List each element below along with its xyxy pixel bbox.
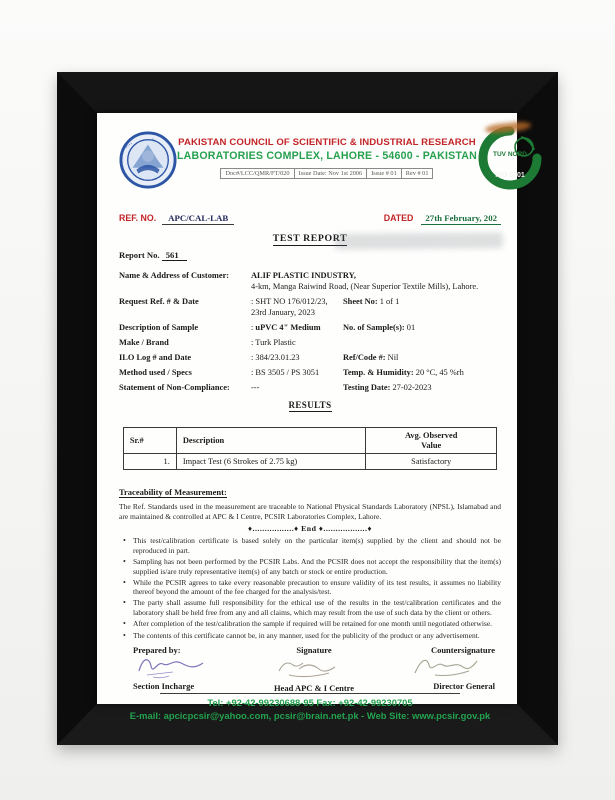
countersignature-column: Countersignature Director General bbox=[374, 645, 501, 693]
iso-9001-icon bbox=[477, 125, 543, 191]
results-heading: RESULTS bbox=[288, 400, 332, 410]
signature-scribble-head bbox=[259, 655, 369, 681]
note-item: • After completion of the test/calibration the sample if required will be retained for one month until negotiated otherwise. bbox=[119, 619, 501, 629]
field-customer: Name & Address of Customer: ALIF PLASTIC INDUSTRY, bbox=[119, 270, 356, 280]
ref-no bbox=[119, 213, 234, 223]
svg-text:• • • •: • • • • bbox=[151, 137, 160, 145]
field-method-specs: Method used / Specs : BS 3505 / PS 3051 Temp. & Humidity: 20 °C, 45 %rh bbox=[119, 367, 464, 377]
doc-issue-date: Issue Date: Nov 1st 2006 bbox=[294, 169, 367, 179]
picture-frame bbox=[57, 72, 558, 745]
letterhead-text bbox=[177, 127, 477, 180]
doc-control-box bbox=[220, 168, 433, 179]
footer-telephone: Tel: +92-42-99230688-95 Fax: +92-42-99230705 bbox=[207, 697, 413, 709]
contact-footer bbox=[119, 693, 501, 721]
field-customer-address: 4-km, Manga Raiwind Road, (Near Superior Textile Mills), Lahore. bbox=[251, 282, 479, 291]
results-data-row bbox=[123, 454, 496, 470]
note-item: • While the PCSIR agrees to take every reasonable precaution to ensure validity of its test results, it assumes no liability thereof beyond the amount of the fee charged for the analysis/test. bbox=[119, 578, 501, 597]
note-item: • The contents of this certificate cannot be, in any manner, used for the publicity of the product or any advertisement. bbox=[119, 631, 501, 641]
note-item: • The party shall assume full responsibility for the ethical use of the results in the test/calibration certificates and the laboratory shall be held free from any and all claims, which may result from the use of such data by the client or others. bbox=[119, 598, 501, 617]
ref-value: APC/CAL-LAB bbox=[162, 213, 234, 225]
footer-divider bbox=[160, 693, 460, 694]
signature-scribble-director bbox=[385, 653, 495, 679]
pcsir-seal-icon bbox=[119, 131, 177, 189]
field-request-ref: Request Ref. # & Date : SHT NO 176/012/23, 23rd January, 2023 Sheet No: 1 of 1 bbox=[119, 297, 400, 317]
doc-rev-no: Rev # 01 bbox=[401, 169, 433, 179]
cell-avg-value: Satisfactory bbox=[366, 454, 497, 470]
col-avg-observed: Avg. Observed Value bbox=[366, 428, 497, 454]
prepared-by-column: Prepared by: Section Incharge bbox=[119, 645, 254, 693]
results-header-row bbox=[123, 428, 496, 454]
field-ilo-log: ILO Log # and Date : 384/23.01.23 Ref/Code #: Nil bbox=[119, 352, 399, 362]
col-sr: Sr.# bbox=[123, 428, 176, 454]
report-fields bbox=[119, 266, 501, 393]
certificate-paper bbox=[97, 113, 527, 722]
end-marker: ♦.................♦ End ♦..................♦ bbox=[248, 523, 372, 533]
report-number-value: 561 bbox=[162, 250, 187, 261]
ref-label: REF. NO. bbox=[119, 213, 157, 223]
traceability-heading: Traceability of Measurement: bbox=[119, 487, 227, 498]
svg-text:ISO 9001: ISO 9001 bbox=[495, 172, 525, 179]
col-description: Description bbox=[176, 428, 365, 454]
cell-description: Impact Test (6 Strokes of 2.75 kg) bbox=[176, 454, 365, 470]
field-sample-description: Description of Sample : uPVC 4" Medium No. of Sample(s): 01 bbox=[119, 322, 416, 332]
doc-number: Doc#/LCC/QMR/FT/020 bbox=[221, 169, 294, 179]
report-number: Report No. 561 bbox=[119, 250, 501, 260]
signature-column: Signature Head APC & I Centre bbox=[254, 645, 375, 693]
org-address: LABORATORIES COMPLEX, LAHORE - 54600 - PAKISTAN bbox=[177, 150, 477, 162]
footer-email-web: E-mail: apcicpcsir@yahoo.com, pcsir@brain.net.pk - Web Site: www.pcsir.gov.pk bbox=[129, 710, 491, 722]
letterhead bbox=[119, 127, 527, 191]
report-title: TEST REPORT bbox=[272, 233, 348, 244]
cell-sr: 1. bbox=[123, 454, 176, 470]
results-table bbox=[123, 427, 497, 470]
disclaimer-notes bbox=[119, 535, 501, 641]
svg-text:• • •: • • • bbox=[130, 178, 137, 186]
field-non-compliance: Statement of Non-Compliance: --- Testing Date: 27-02-2023 bbox=[119, 382, 432, 392]
svg-text:TUV NORD: TUV NORD bbox=[493, 151, 527, 158]
dated bbox=[384, 213, 501, 223]
note-item: • Sampling has not been performed by the PCSIR Labs. And the PCSIR does not accept the responsibility that the item(s) supplied is/are truly representative item(s) of any batch or stock or entire production. bbox=[119, 557, 501, 576]
signature-block bbox=[119, 645, 501, 693]
ref-dated-row bbox=[119, 213, 501, 223]
doc-issue-no: Issue # 01 bbox=[367, 169, 402, 179]
faint-stamp bbox=[335, 232, 503, 249]
signature-scribble-prepared bbox=[133, 653, 233, 679]
svg-text:• • • •: • • • • bbox=[124, 141, 133, 150]
traceability-section bbox=[119, 478, 501, 533]
org-name: PAKISTAN COUNCIL OF SCIENTIFIC & INDUSTRIAL RESEARCH bbox=[178, 137, 476, 148]
traceability-body: The Ref. Standards used in the measurement are traceable to National Physical Standards Laboratory (NPSL), Islamabad and are maintained & controlled at APC & I Centre, PCSIR Laboratories Complex, Lahore. bbox=[119, 502, 501, 522]
dated-label: DATED bbox=[383, 213, 414, 223]
field-make-brand: Make / Brand : Turk Plastic bbox=[119, 337, 296, 347]
note-item: • This test/calibration certificate is based solely on the particular item(s) supplied by the client and should not be reproduced in part. bbox=[119, 536, 501, 555]
dated-value: 27th February, 202 bbox=[421, 213, 501, 225]
tuv-nord-logo bbox=[477, 125, 543, 191]
